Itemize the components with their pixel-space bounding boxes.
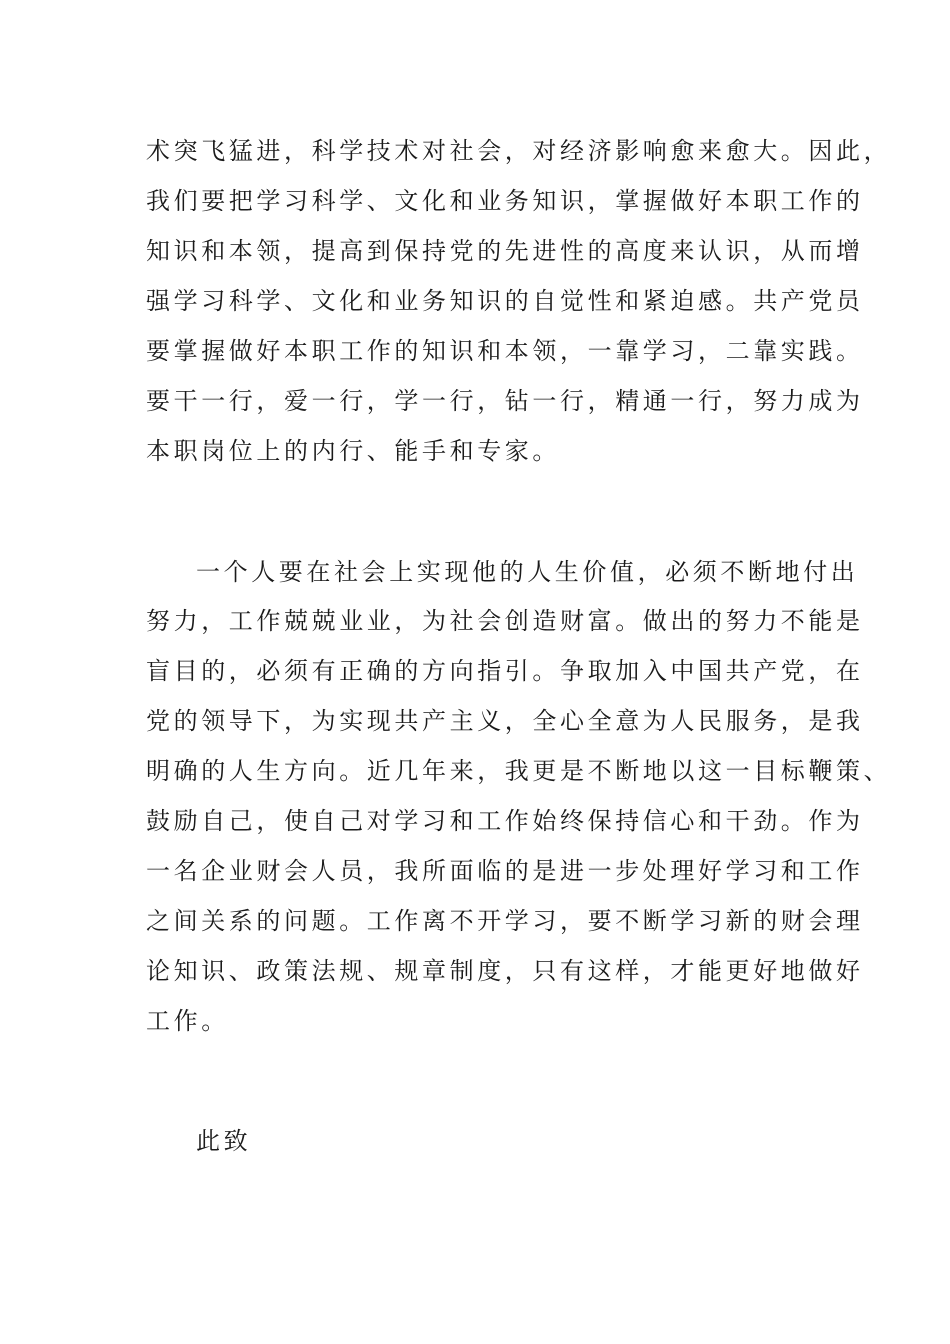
closing-salutation: 此致	[196, 1127, 252, 1155]
paragraph-2-line-4: 党的领导下，为实现共产主义，全心全意为人民服务，是我	[146, 707, 864, 735]
paragraph-2-line-8: 之间关系的问题。工作离不开学习，要不断学习新的财会理	[146, 907, 864, 935]
paragraph-2-line-10: 工作。	[146, 1007, 229, 1035]
paragraph-2-line-6: 鼓励自己，使自己对学习和工作始终保持信心和干劲。作为	[146, 807, 864, 835]
paragraph-1-line-2: 我们要把学习科学、文化和业务知识，掌握做好本职工作的	[146, 187, 864, 215]
paragraph-2-line-2: 努力，工作兢兢业业，为社会创造财富。做出的努力不能是	[146, 607, 864, 635]
paragraph-2-line-9: 论知识、政策法规、规章制度，只有这样，才能更好地做好	[146, 957, 864, 985]
paragraph-1-line-7: 本职岗位上的内行、能手和专家。	[146, 437, 560, 465]
paragraph-2-line-7: 一名企业财会人员，我所面临的是进一步处理好学习和工作	[146, 857, 864, 885]
paragraph-1-line-5: 要掌握做好本职工作的知识和本领，一靠学习，二靠实践。	[146, 337, 864, 365]
paragraph-2-line-5: 明确的人生方向。近几年来，我更是不断地以这一目标鞭策、	[146, 757, 892, 785]
paragraph-1-line-6: 要干一行，爱一行，学一行，钻一行，精通一行，努力成为	[146, 387, 864, 415]
paragraph-1-line-4: 强学习科学、文化和业务知识的自觉性和紧迫感。共产党员	[146, 287, 864, 315]
paragraph-1-line-3: 知识和本领，提高到保持党的先进性的高度来认识，从而增	[146, 237, 864, 265]
paragraph-2-line-1: 一个人要在社会上实现他的人生价值，必须不断地付出	[196, 558, 859, 586]
paragraph-2-line-3: 盲目的，必须有正确的方向指引。争取加入中国共产党，在	[146, 657, 864, 685]
paragraph-1-line-1: 术突飞猛进，科学技术对社会，对经济影响愈来愈大。因此，	[146, 137, 892, 165]
